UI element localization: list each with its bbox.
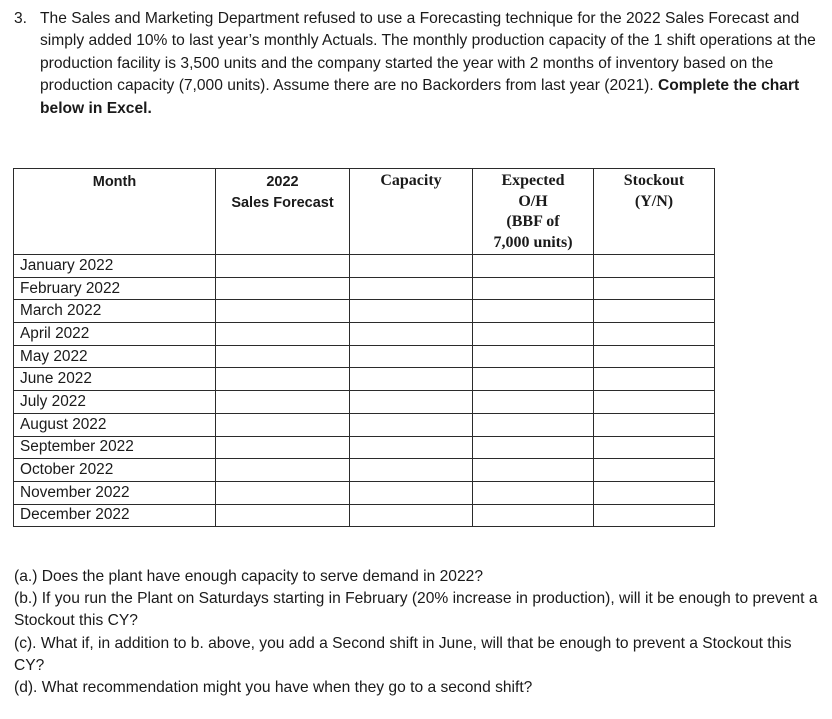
problem-instruction: Complete the chart below in Excel. bbox=[40, 77, 800, 117]
forecast-cell[interactable] bbox=[216, 255, 350, 278]
table-body bbox=[14, 255, 715, 527]
month-cell: November 2022 bbox=[14, 481, 216, 504]
expected-oh-cell[interactable] bbox=[473, 300, 594, 323]
header-capacity-label: Capacity bbox=[380, 172, 442, 189]
month-cell: February 2022 bbox=[14, 277, 216, 300]
stockout-cell[interactable] bbox=[594, 391, 715, 414]
stockout-cell[interactable] bbox=[594, 368, 715, 391]
expected-oh-cell[interactable] bbox=[473, 323, 594, 346]
forecast-cell[interactable] bbox=[216, 504, 350, 527]
month-cell: March 2022 bbox=[14, 300, 216, 323]
table-row bbox=[14, 391, 715, 414]
stockout-cell[interactable] bbox=[594, 481, 715, 504]
expected-oh-cell[interactable] bbox=[473, 277, 594, 300]
expected-oh-cell[interactable] bbox=[473, 255, 594, 278]
expected-oh-cell[interactable] bbox=[473, 481, 594, 504]
capacity-cell[interactable] bbox=[350, 436, 473, 459]
capacity-cell[interactable] bbox=[350, 504, 473, 527]
month-cell: January 2022 bbox=[14, 255, 216, 278]
capacity-cell[interactable] bbox=[350, 323, 473, 346]
header-oh-line1: Expected bbox=[501, 172, 565, 189]
table-row bbox=[14, 504, 715, 527]
header-row bbox=[14, 169, 715, 255]
header-sales-forecast bbox=[216, 169, 350, 255]
forecast-cell[interactable] bbox=[216, 277, 350, 300]
header-stockout-line1: Stockout bbox=[623, 172, 685, 189]
header-oh-line4: 7,000 units) bbox=[493, 233, 573, 251]
table-row bbox=[14, 300, 715, 323]
expected-oh-cell[interactable] bbox=[473, 391, 594, 414]
month-cell: July 2022 bbox=[14, 391, 216, 414]
forecast-cell[interactable] bbox=[216, 391, 350, 414]
table-row bbox=[14, 459, 715, 482]
table-row bbox=[14, 255, 715, 278]
stockout-cell[interactable] bbox=[594, 277, 715, 300]
header-month-label: Month bbox=[92, 174, 137, 190]
forecast-cell[interactable] bbox=[216, 459, 350, 482]
forecast-cell[interactable] bbox=[216, 323, 350, 346]
expected-oh-cell[interactable] bbox=[473, 504, 594, 527]
forecast-cell[interactable] bbox=[216, 300, 350, 323]
header-expected-oh bbox=[473, 169, 594, 255]
stockout-cell[interactable] bbox=[594, 504, 715, 527]
stockout-cell[interactable] bbox=[594, 345, 715, 368]
forecast-cell[interactable] bbox=[216, 436, 350, 459]
question-list bbox=[14, 566, 820, 699]
header-stockout bbox=[594, 169, 715, 255]
expected-oh-cell[interactable] bbox=[473, 368, 594, 391]
stockout-cell[interactable] bbox=[594, 436, 715, 459]
header-oh-line2: O/H bbox=[518, 192, 548, 210]
problem-body: The Sales and Marketing Department refused to use a Forecasting technique for the 2022 Sales Forecast and simply added 10% to last year’s monthly Actuals. The monthly production capacity of the 1 shift operations at the production facility is 3,500 units and the company started the year with 2 months of inventory based on the production capacity (7,000 units). Assume there are no Backorders from last year (2021). bbox=[40, 10, 816, 95]
table-row bbox=[14, 481, 715, 504]
capacity-cell[interactable] bbox=[350, 391, 473, 414]
table-row bbox=[14, 323, 715, 346]
capacity-cell[interactable] bbox=[350, 345, 473, 368]
question-b: (b.) If you run the Plant on Saturdays starting in February (20% increase in production), will it be enough to prevent a Stockout this CY? bbox=[14, 590, 818, 630]
header-stockout-line2: (Y/N) bbox=[634, 192, 674, 210]
stockout-cell[interactable] bbox=[594, 323, 715, 346]
expected-oh-cell[interactable] bbox=[473, 345, 594, 368]
table-row bbox=[14, 345, 715, 368]
month-cell: August 2022 bbox=[14, 413, 216, 436]
table-row bbox=[14, 436, 715, 459]
forecast-cell[interactable] bbox=[216, 368, 350, 391]
month-cell: September 2022 bbox=[14, 436, 216, 459]
table-row bbox=[14, 368, 715, 391]
month-cell: April 2022 bbox=[14, 323, 216, 346]
forecast-cell[interactable] bbox=[216, 481, 350, 504]
month-cell: May 2022 bbox=[14, 345, 216, 368]
stockout-cell[interactable] bbox=[594, 459, 715, 482]
expected-oh-cell[interactable] bbox=[473, 459, 594, 482]
table-row bbox=[14, 277, 715, 300]
question-d: (d). What recommendation might you have when they go to a second shift? bbox=[14, 679, 533, 697]
capacity-cell[interactable] bbox=[350, 481, 473, 504]
capacity-cell[interactable] bbox=[350, 300, 473, 323]
question-a: (a.) Does the plant have enough capacity to serve demand in 2022? bbox=[14, 568, 483, 585]
month-cell: October 2022 bbox=[14, 459, 216, 482]
stockout-cell[interactable] bbox=[594, 300, 715, 323]
question-c: (c). What if, in addition to b. above, you add a Second shift in June, will that be enough to prevent a Stockout this CY? bbox=[14, 634, 792, 674]
forecast-cell[interactable] bbox=[216, 345, 350, 368]
capacity-cell[interactable] bbox=[350, 277, 473, 300]
capacity-cell[interactable] bbox=[350, 459, 473, 482]
problem-number: 3. bbox=[14, 10, 28, 27]
problem-text bbox=[40, 8, 820, 120]
expected-oh-cell[interactable] bbox=[473, 436, 594, 459]
problem-statement bbox=[14, 8, 820, 120]
capacity-cell[interactable] bbox=[350, 368, 473, 391]
table-row bbox=[14, 413, 715, 436]
capacity-cell[interactable] bbox=[350, 255, 473, 278]
expected-oh-cell[interactable] bbox=[473, 413, 594, 436]
header-forecast-label: Sales Forecast bbox=[231, 195, 334, 211]
month-cell: June 2022 bbox=[14, 368, 216, 391]
forecast-cell[interactable] bbox=[216, 413, 350, 436]
forecast-table bbox=[13, 168, 715, 527]
stockout-cell[interactable] bbox=[594, 413, 715, 436]
header-month bbox=[14, 169, 216, 255]
header-forecast-year: 2022 bbox=[266, 174, 299, 190]
stockout-cell[interactable] bbox=[594, 255, 715, 278]
month-cell: December 2022 bbox=[14, 504, 216, 527]
header-oh-line3: (BBF of bbox=[506, 213, 560, 230]
capacity-cell[interactable] bbox=[350, 413, 473, 436]
header-capacity bbox=[350, 169, 473, 255]
